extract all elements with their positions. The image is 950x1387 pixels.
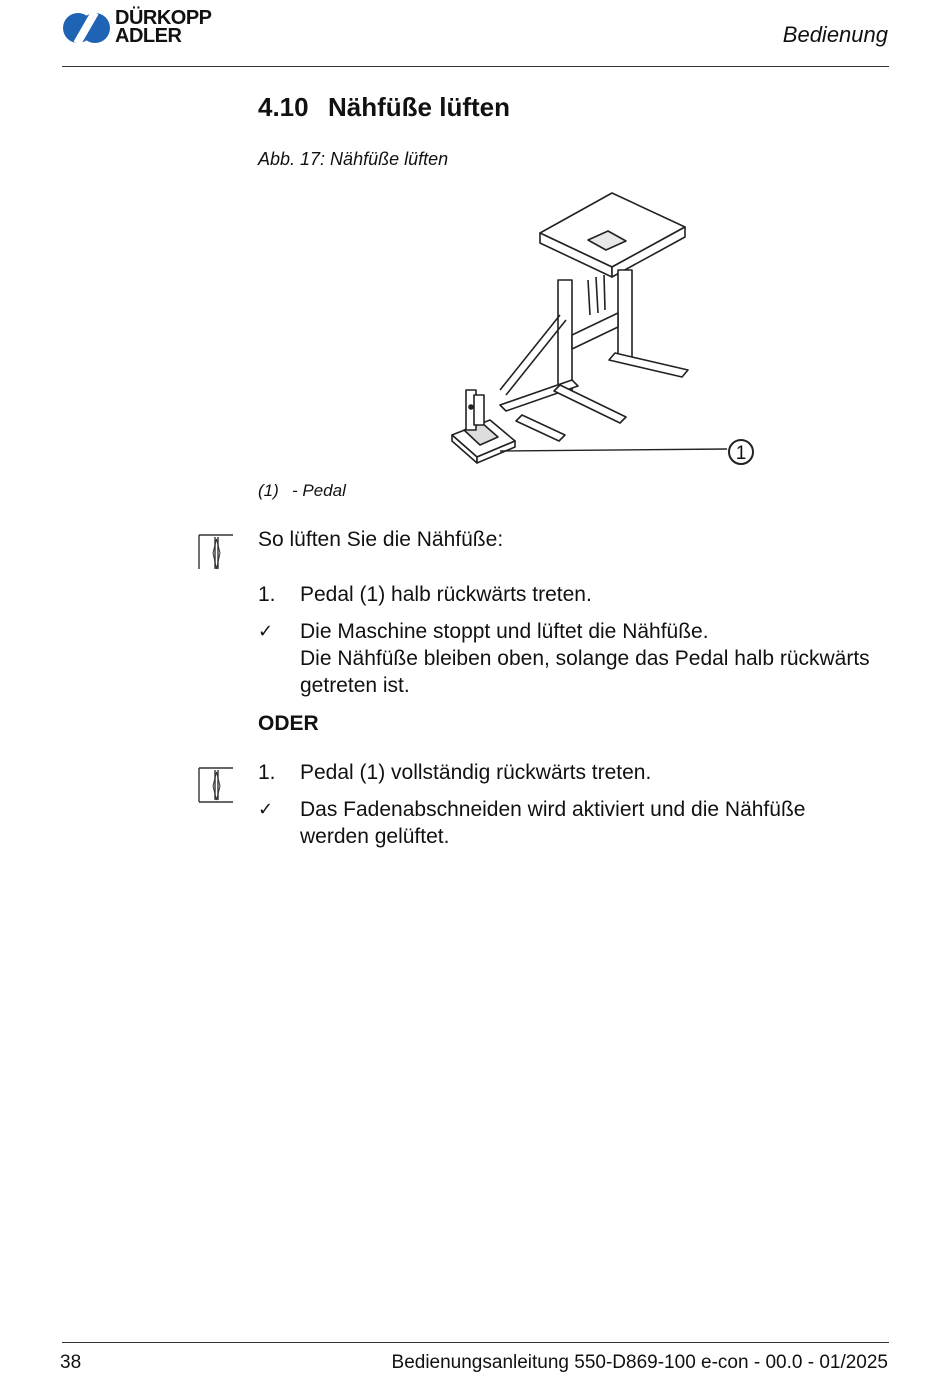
sewing-table-illustration [440,185,770,475]
result-2 [258,796,898,850]
result-2-line-2: werden gelüftet. [300,825,450,848]
step-1 [258,581,898,608]
section-title-text: Nähfüße lüften [328,92,510,122]
step-1-text: Pedal (1) halb rückwärts treten. [300,583,592,606]
arrow-check-icon: ✓ [258,621,274,641]
section-number: 4.10 [258,92,309,122]
result-1-line-2: Die Nähfüße bleiben oben, solange das Pedal halb rückwärts [300,647,870,670]
legend-number: (1) [258,481,279,500]
footer-divider [62,1342,889,1343]
section-title [258,92,510,123]
brand-name-line2: ADLER [115,25,182,47]
oder-label: ODER [258,712,319,735]
step-2-text: Pedal (1) vollständig rückwärts treten. [300,761,652,784]
step-2-number: 1. [258,761,276,784]
step-1-number: 1. [258,583,276,606]
arrow-check-icon: ✓ [258,799,274,819]
needle-icon [197,766,235,804]
header-divider [62,66,889,67]
result-1 [258,618,898,699]
result-2-line-1: Das Fadenabschneiden wird aktiviert und die Nähfüße [300,798,806,821]
result-1-line-1: Die Maschine stoppt und lüftet die Nähfüße. [300,620,709,643]
brand-logo [62,6,232,50]
result-1-line-3: getreten ist. [300,674,410,697]
instruction-intro: So lüften Sie die Nähfüße: [258,528,504,551]
result-2-text [300,796,900,850]
figure-legend [258,481,346,501]
figure-caption: Abb. 17: Nähfüße lüften [258,149,449,169]
step-2 [258,759,898,786]
header-section-title: Bedienung [782,22,888,47]
duerkopp-adler-logo-icon [62,6,112,50]
needle-icon [197,533,235,571]
brand-name-line1: DÜRKOPP [115,7,212,29]
document-reference: Bedienungsanleitung 550-D869-100 e-con - 00.0 - 01/2025 [391,1352,888,1373]
page-number: 38 [60,1352,82,1373]
legend-text: - Pedal [292,481,346,500]
result-1-text [300,618,900,699]
figure-callout-number: 1 [735,443,747,464]
